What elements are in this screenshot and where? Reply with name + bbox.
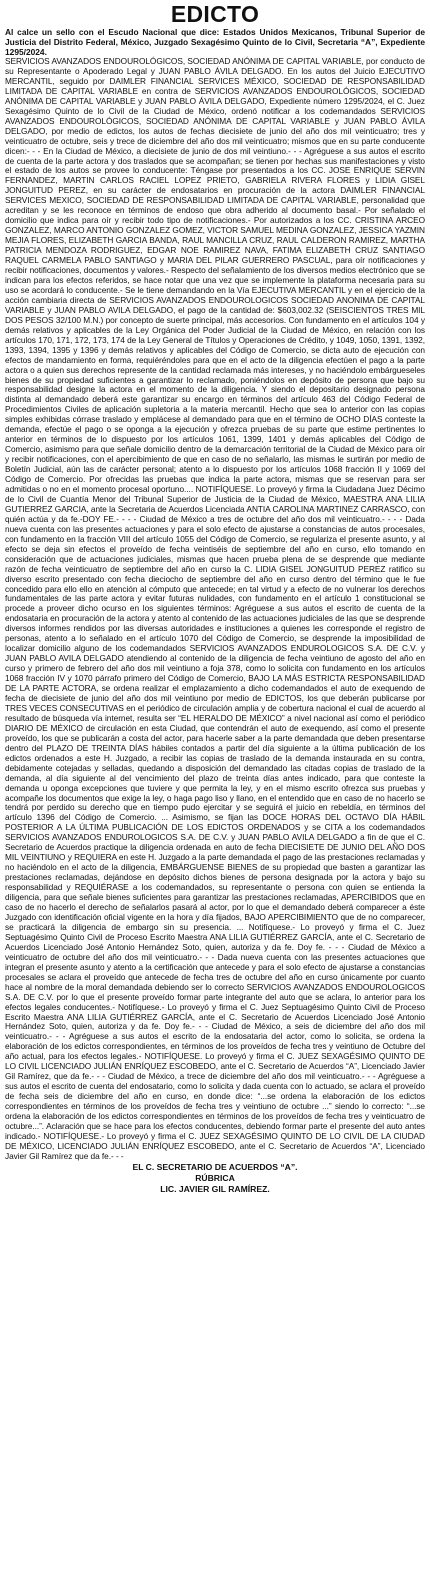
signature-secretary-title: EL C. SECRETARIO DE ACUERDOS “A”. bbox=[132, 1161, 298, 1172]
signature-block bbox=[5, 1162, 425, 1195]
edict-title: EDICTO bbox=[170, 1, 260, 27]
edict-lead-paragraph: Al calce un sello con el Escudo Nacional que dice: Estados Unidos Mexicanos, Tribunal Superior de Justicia del Distrito Federal, México, Juzgado Sexagésimo Quinto de lo Civil, Secretaria “A”, Expediente 1295/2024. bbox=[5, 27, 425, 57]
signature-rubrica: RÚBRICA bbox=[195, 1172, 235, 1183]
edict-body-text: SERVICIOS AVANZADOS ENDOUROLÓGICOS, SOCIEDAD ANÓNIMA DE CAPITAL VARIABLE, por conducto de su Representante o Apoderado Legal y JUAN PABLO ÁVILA DELGADO. En los autos del Juicio EJECUTIVO MERCANTIL, seguido por DAIMLER FINANCIAL SERVICES MÉXICO, SOCIEDAD DE RESPONSABILIDAD LIMITADA DE CAPITAL VARIABLE en contra de SERVICIOS AVANZADOS ENDOUROLÓGICOS, SOCIEDAD ANÓNIMA DE CAPITAL VARIABLE y JUAN PABLO ÁVILA DELGADO, Expediente número 1295/2024, el C. Juez Sexagésimo Quinto de lo Civil de la Ciudad de México, ordenó notificar a los codemandados SERVICIOS AVANZADOS ENDOUROLÓGICOS, SOCIEDAD ANÓNIMA DE CAPITAL VARIABLE y JUAN PABLO ÁVILA DELGADO, por medio de edictos, los autos de fechas diecisiete de junio del año dos mil veinticuatro; tres y veinticuatro de octubre, seis y trece de diciembre del año dos mil veinticuatro; mismos que en su parte conducente dicen:- - - En la Ciudad de México, a diecisiete de junio de dos mil veintiuno.- - - Agréguese a sus autos el escrito de cuenta de la parte actora y dos traslados que se acompañan; se tienen por hechas sus manifestaciones y visto el estado de los autos se provee lo conducente: Téngase por presentados a los CC. JOSE ENRIQUE SERVIN FERNANDEZ, MARTIN CARLOS RACIEL LOPEZ PRIETO, GABRIELA RIVERA FLORES y LIDIA GISEL JONGUITUD PEREZ, en su carácter de endosatarios en procuración de la actora DAIMLER FINANCIAL SERVICES MEXICO, SOCIEDAD DE RESPONSABILIDAD LIMITADA DE CAPITAL VARIABLE, personalidad que acreditan y se les reconoce en términos de endoso que obra adherido al documento basal.- Por señalado el domicilio que indica para oír y recibir todo tipo de notificaciones.- Por autorizados a los CC. CRISTINA ARCEO GONZALEZ, MARCO ANTONIO GONZALEZ GOMEZ, VICTOR SAMUEL MEDINA GONZALEZ, JESSICA YAZMIN MEJIA FLORES, ELIZABETH GARCIA BANDA, RAUL MANCILLA CRUZ, RAUL CALDERON RAMIREZ, MARTHA PATRICIA MENDOZA RODRIGUEZ, EDGAR NOE RAMIREZ NAVA, FATIMA ELIZABETH CRUZ SANTIAGO RAQUEL CARMELA PABLO SANTIAGO y MARIA DEL PILAR GUERRERO PASCUAL, para oír notificaciones y recibir notificaciones, documentos y valores.- Respecto del señalamiento de los diversos medios electrónico que se indican para los efectos referidos, se hace notar que una vez que se implemente la plataforma necesaria para su uso se acordará lo conducente.- Se le tiene demandando en la Vía EJECUTIVA MERCANTIL y en el ejercicio de la acción cambiaria directa de SERVICIOS AVANZADOS ENDOUROLOGICOS SOCIEDAD ANONIMA DE CAPITAL VARIABLE y JUAN PABLO AVILA DELGADO, el pago de la cantidad de: $603,002.32 (SEISCIENTOS TRES MIL DOS PESOS 32/100 M.N.) por concepto de suerte principal, más accesorios. Con fundamento en el artículos 104 y demás relativos y aplicables de la Ley Orgánica del Poder Judicial de la Ciudad de México, en relación con los artículos 170, 171, 172, 173, 174 de la Ley General de Títulos y Operaciones de Crédito, y 1049, 1050, 1391, 1392, 1393, 1394, 1395 y 1396 y demás relativos y aplicables del Código de Comercio, se dicta auto de ejecución con efectos de mandamiento en forma, requiéréndoles para que en el acto de la diligencia efectúen el pago a la parte actora o a quien sus derechos represente de la cantidad reclamada más intereses, y no haciéndolo embárgueseles bienes de su propiedad suficientes a garantizar lo reclamado, poniéndolos en depósito de persona que bajo su responsabilidad designe la actora en el momento de la diligencia. Y siendo el depositario designado persona distinta al demandado deberá este garantizar su encargo en términos del artículo 463 del Código Federal de Procedimientos Civiles de aplicación supletoria a la materia mercantil. Hecho que sea lo anterior con las copias simples exhibidas córrase traslado y emplácese al demandado para que en el término de OCHO DÍAS conteste la demanda, efectúe el pago o se oponga a la ejecución y ofrezca pruebas de su parte que estime pertinentes lo anterior en términos de lo dispuesto por los artículos 1061, 1399, 1401 y demás aplicables del Código de Comercio, asimismo para que señale domicilio dentro de la demarcación territorial de la Ciudad de México para oír y recibir notificaciones, con el apercibimiento de que en caso de no señalarlo, las mismas le surtirán por medio de Boletín Judicial, aún las de carácter personal; atento a lo dispuesto por los artículos 1068 fracción II y 1069 del Código de Comercio. Por ofrecidas las pruebas que indica la parte actora, mismas que se reservan para ser admitidas o no en el momento procesal oportuno.... NOTIFÍQUESE. Lo proveyó y firma la Ciudadana Juez Décimo de lo Civil de Cuantía Menor del Tribunal Superior de Justicia de la Ciudad de México, MAESTRA ANA LILIA GUTIERREZ GARCIA, ante la Secretaria de Acuerdos Licenciada ANTIA CAROLINA MARTINEZ CARRASCO, con quién actúa y da fe.-DOY FE.- - - - Ciudad de México a tres de octubre del año dos mil veinticuatro.- - - - Dada nueva cuenta con las presentes actuaciones y para el solo efecto de ajustarse a constancias de autos procesales, con fundamento en la fracción VIII del artículo 1055 del Código de Comercio, se regulariza el presente asunto, y al efecto se deja sin efectos el proveído de fecha veintiséis de septiembre del año en curso, ello tomando en consideración que de actuaciones judiciales, mismas que hacen prueba plena de se desprende que mediante razón de fecha veinticuatro de septiembre del año en curso la C. LIDIA GISEL JONGUITUD PEREZ ratifico su diverso escrito presentado con fecha dieciocho de septiembre del año en curso dentro del término que le fue concedido para ello ello en atención al cómputo que antecede; en tal virtud y a efecto de no vulnerar los derechos fundamentales de las parte actora y evitar futuras nulidades, con fundamento en el artículo 1 constitucional se procede a proveer dicho ocurso en los siguientes términos: Agréguese a sus autos el escrito de cuenta de la endosataria en procuración de la actora y atento al contenido de las actuaciones judiciales de las que se desprende diversos informes rendidos por las diversas autoridades e instituciones a quienes les corresponde el registro de personas, atento a lo señalado en el artículo 1070 del Código de Comercio, se desprende la imposibilidad de localizar domicilio alguno de los codemandados SERVICIOS AVANZADOS ENDUROLOGICOS S.A. DE C.V. y JUAN PABLO AVILA DELGADO atendiendo al contenido de la diligencia de fecha veintiuno de agosto del año en curso y primero de febrero del año dos mil veintiuno a foja 378, como lo solicita con fundamento en los artículos 1068 fracción IV y 1070 párrafo primero del Código de Comercio, BAJO LA MÁS ESTRICTA RESPONSABILIDAD DE LA PARTE ACTORA, se ordena realizar el emplazamiento a dicho codemandados el auto de exequendo de fecha de diecisiete de junio del año dos mil veintiuno por medio de EDICTOS, los que deberán publicarse por TRES VECES CONSECUTIVAS en el periódico de circulación amplia y de cobertura nacional el cual de acuerdo al resultado de búsqueda vía internet, resulta ser “EL HERALDO DE MÉXICO” a nivel nacional así como el periódico DIARIO DE MÉXICO de circulación en esta Ciudad, que contendrán el auto de exequendo, así como el presente proveído, los que se publicarán a costa del actor, para hacerle saber a la parte demandada que deben presentarse dentro del PLAZO DE TREINTA DÍAS hábiles contados a partir del día siguiente a la última publicación de los edictos ordenados a este H. Juzgado, a recibir las copias de traslado de la demanda instaurada en su contra, debidamente cotejadas y selladas, quedando a disposición del demandado las citadas copias de traslado de la demanda, al día siguiente al del vencimiento del plazo de treinta días antes indicado, para que conteste la demanda u oponga excepciones que tuviere y que permita la ley, y en el mismo escrito ofrezca sus pruebas y acompañe los documentos que exige la ley, o haga pago liso y llano, en el entendido que en caso de no hacerlo se tendrá por perdido su derecho que en tiempo pudo ejercitar y se seguirá el juicio en rebeldía, en términos del artículo 1396 del Código de Comercio. ... Asimismo, se fijan las DOCE HORAS DEL OCTAVO DÍA HÁBIL POSTERIOR A LA ÚLTIMA PUBLICACIÓN DE LOS EDICTOS ORDENADOS y se CITA a los codemandados SERVICIOS AVANZADOS ENDUROLOGICOS S.A. DE C.V. y JUAN PABLO AVILA DELGADO a fin de que el C. Secretario de Acuerdos practique la diligencia ordenada en auto de fecha DIECISIETE DE JUNIO DEL AÑO DOS MIL VEINTIUNO y REQUIERA en este H. Juzgado a la parte demandada el pago de las prestaciones reclamadas y no haciéndolo en el acto de la diligencia, EMBÁRGUENSE BIENES de su propiedad que basten a garantizar las prestaciones reclamadas, dejándose en depósito dichos bienes de persona designada por la actora y bajo su responsabilidad y REQUIÉRASE a los codemandados, su representante o persona con quien se entienda la diligencia, para que señale bienes suficientes para garantizar las prestaciones reclamadas, APERCIBIDOS que en caso de no hacerlo el derecho de señalarlos pasará al actor, por lo que el demandado deberá comparecer a éste Juzgado con identificación oficial vigente en la hora y día fijados, BAJO APERCIBIMIENTO que de no comparecer, se practicará la diligencia de embargo sin su presencia. ... Notifíquese.- Lo proveyó y firma el C. Juez Septuagésimo Quinto Civil de Proceso Escrito Maestra ANA LILIA GUTIÉRREZ GARCÍA, ante el C. Secretario de Acuerdos Licenciado José Antonio Hernández Soto, quien, autoriza y da fe. Doy fe. - - - Ciudad de México a veinticuatro de octubre del año dos mil veinticuatro.- - - Dada nueva cuenta con las presentes actuaciones que integran el presente asunto y atento a la certificación que antecede y para el solo efecto de ajustarse a constancias procesales se aclara el proveído que antecede de fecha tres de octubre del año en curso únicamente por cuanto hace al nombre de la moral demandada debiendo ser lo correcto SERVICIOS AVANZADOS ENDOUROLOGICOS S.A. DE C.V. por lo que el presente proveído formar parte integrante del auto que se aclara, lo anterior para los efectos legales conducentes.- Notifíquese.- Lo proveyó y firma el C. Juez Septuagésimo Quinto Civil de Proceso Escrito Maestra ANA LILIA GUTIÉRREZ GARCÍA, ante el C. Secretario de Acuerdos Licenciado José Antonio Hernández Soto, quien, autoriza y da fe. Doy fe.- - - Ciudad de México, a seis de diciembre del año dos mil veinticuatro.- - - Agréguese a sus autos el escrito de la endosataria del actor, como lo solicita, se ordena la elaboración de los edictos correspondientes, en términos de los proveídos de fecha tres y veintiuno de Octubre del año actual, para los efectos legales.- NOTIFÍQUESE. Lo proveyó y firma el C. JUEZ SEXAGÉSIMO QUINTO DE LO CIVIL LICENCIADO JULIÁN ENRÍQUEZ ESCOBEDO, ante el C. Secretario de Acuerdos “A”, Licenciado Javier Gil Ramírez, que da fe.- - - Ciudad de México, a trece de diciembre del año dos mil veinticuatro.- - - Agréguese a sus autos el escrito de cuenta del endosatario, como lo solicita y dada cuenta con lo actuado, se aclara el proveído de fecha seis de diciembre del año en curso, en donde dice: “...se ordena la elaboración de los edictos correspondientes en términos de los proveídos de fecha tres y veintiuno de octubre ...” siendo lo correcto: “...se ordena la elaboración de los edictos correspondientes en términos de los proveídos de fecha tres y veinticuatro de octubre...”. Aclaración que se hace para los efectos conducentes, debiendo formar parte el presente del auto antes indicado.- NOTIFÍQUESE.- Lo proveyó y firma el C. JUEZ SEXAGÉSIMO QUINTO DE LO CIVIL DE LA CIUDAD DE MÉXICO, LICENCIADO JULIÁN ENRÍQUEZ ESCOBEDO, ante el C. Secretario de Acuerdos “A”, Licenciado Javier Gil Ramírez que da fe.- - - bbox=[5, 56, 425, 1161]
signature-name: LIC. JAVIER GIL RAMÍREZ. bbox=[160, 1183, 270, 1194]
